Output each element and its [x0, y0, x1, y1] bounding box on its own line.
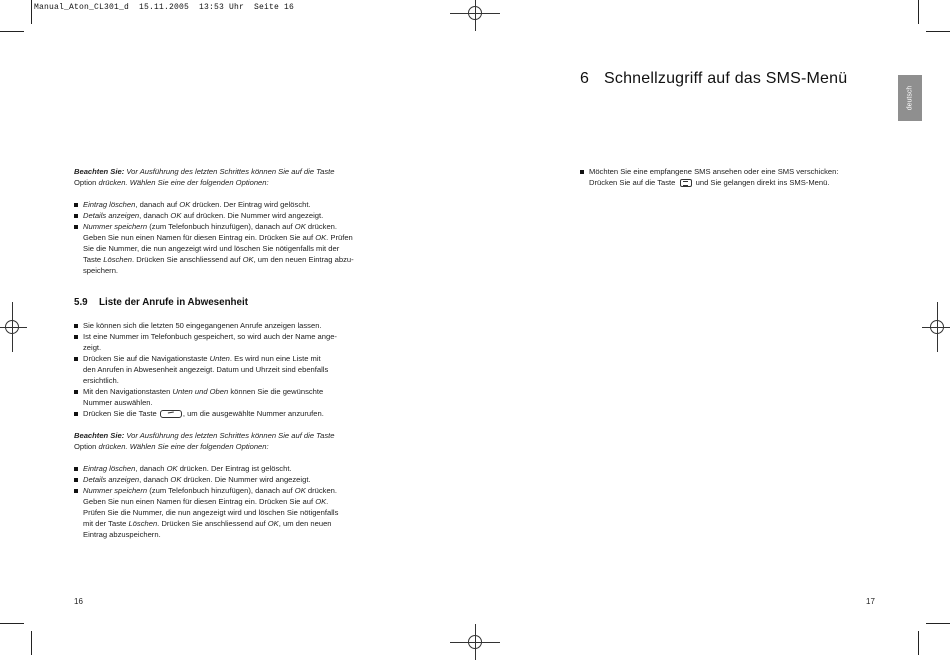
list-item: Details anzeigen, danach OK auf drücken. Die Nummer wird angezeigt.: [74, 210, 374, 221]
chapter-number: 6: [580, 70, 590, 87]
note-paragraph: Beachten Sie: Vor Ausführung des letzten Schrittes können Sie auf die Taste Option drücken. Wählen Sie eine der folgenden Optionen:: [74, 167, 335, 187]
list-item: Ist eine Nummer im Telefonbuch gespeichert, so wird auch der Name ange- zeigt.: [74, 331, 374, 353]
options-list: [74, 463, 374, 540]
list-item: Drücken Sie die Taste , um die ausgewählte Nummer anzurufen.: [74, 408, 374, 419]
list-item: Mit den Navigationstasten Unten und Oben können Sie die gewünschte Nummer auswählen.: [74, 386, 374, 408]
bullet-list: [580, 166, 860, 188]
list-item: Nummer speichern (zum Telefonbuch hinzufügen), danach auf OK drücken. Geben Sie nun einen Namen für diesen Eintrag ein. Drücken Sie auf OK. Prüfen Sie die Nummer, die nun angezeigt wird und löschen Sie nötigenfalls mit der Taste Löschen. Drücken Sie anschliessend auf OK, um den neuen Eintrag abzu- speichern.: [74, 221, 374, 276]
note-paragraph: Beachten Sie: Vor Ausführung des letzten Schrittes können Sie auf die Taste Option drücken. Wählen Sie eine der folgenden Optionen:: [74, 431, 335, 451]
crop-mark: [31, 631, 32, 655]
crop-mark: [31, 0, 32, 24]
options-list: [74, 199, 374, 276]
crop-mark: [926, 31, 950, 32]
print-slug: Manual_Aton_CL301_d 15.11.2005 13:53 Uhr Seite 16: [34, 3, 295, 12]
language-tab-label: deutsch: [906, 85, 914, 111]
crop-mark: [926, 623, 950, 624]
list-item: Eintrag löschen, danach auf OK drücken. Der Eintrag wird gelöscht.: [74, 199, 374, 210]
list-item: Drücken Sie auf die Navigationstaste Unten. Es wird nun eine Liste mit den Anrufen in Abwesenheit angezeigt. Datum und Uhrzeit sind ebenfalls ersichtlich.: [74, 353, 374, 386]
chapter-title-text: Schnellzugriff auf das SMS-Menü: [604, 70, 848, 87]
right-page-column: [580, 166, 860, 199]
sms-key-icon: [680, 179, 692, 187]
call-key-icon: [160, 410, 182, 418]
section-heading: 5.9 Liste der Anrufe in Abwesenheit: [74, 297, 248, 308]
chapter-title: [580, 70, 847, 88]
crop-mark: [0, 31, 24, 32]
list-item: Nummer speichern (zum Telefonbuch hinzufügen), danach auf OK drücken. Geben Sie nun einen Namen für diesen Eintrag ein. Drücken Sie auf OK. Prüfen Sie die Nummer, die nun angezeigt wird und löschen Sie nötigenfalls mit der Taste Löschen. Drücken Sie anschliessend auf OK, um den neuen Eintrag abzuspeichern.: [74, 485, 374, 540]
page-number-right: 17: [866, 597, 875, 606]
list-item: Sie können sich die letzten 50 eingegangenen Anrufe anzeigen lassen.: [74, 320, 374, 331]
crop-mark: [918, 0, 919, 24]
bullet-list: [74, 320, 374, 419]
list-item: Möchten Sie eine empfangene SMS ansehen oder eine SMS verschicken: Drücken Sie auf die Taste und Sie gelangen direkt ins SMS-Menü.: [580, 166, 860, 188]
list-item: Eintrag löschen, danach OK drücken. Der Eintrag ist gelöscht.: [74, 463, 374, 474]
language-tab: [898, 75, 922, 121]
note-label: Beachten Sie:: [74, 431, 125, 440]
page-number-left: 16: [74, 597, 83, 606]
crop-mark: [0, 623, 24, 624]
note-label: Beachten Sie:: [74, 167, 125, 176]
crop-mark: [918, 631, 919, 655]
left-page-column: [74, 166, 374, 551]
list-item: Details anzeigen, danach OK drücken. Die Nummer wird angezeigt.: [74, 474, 374, 485]
